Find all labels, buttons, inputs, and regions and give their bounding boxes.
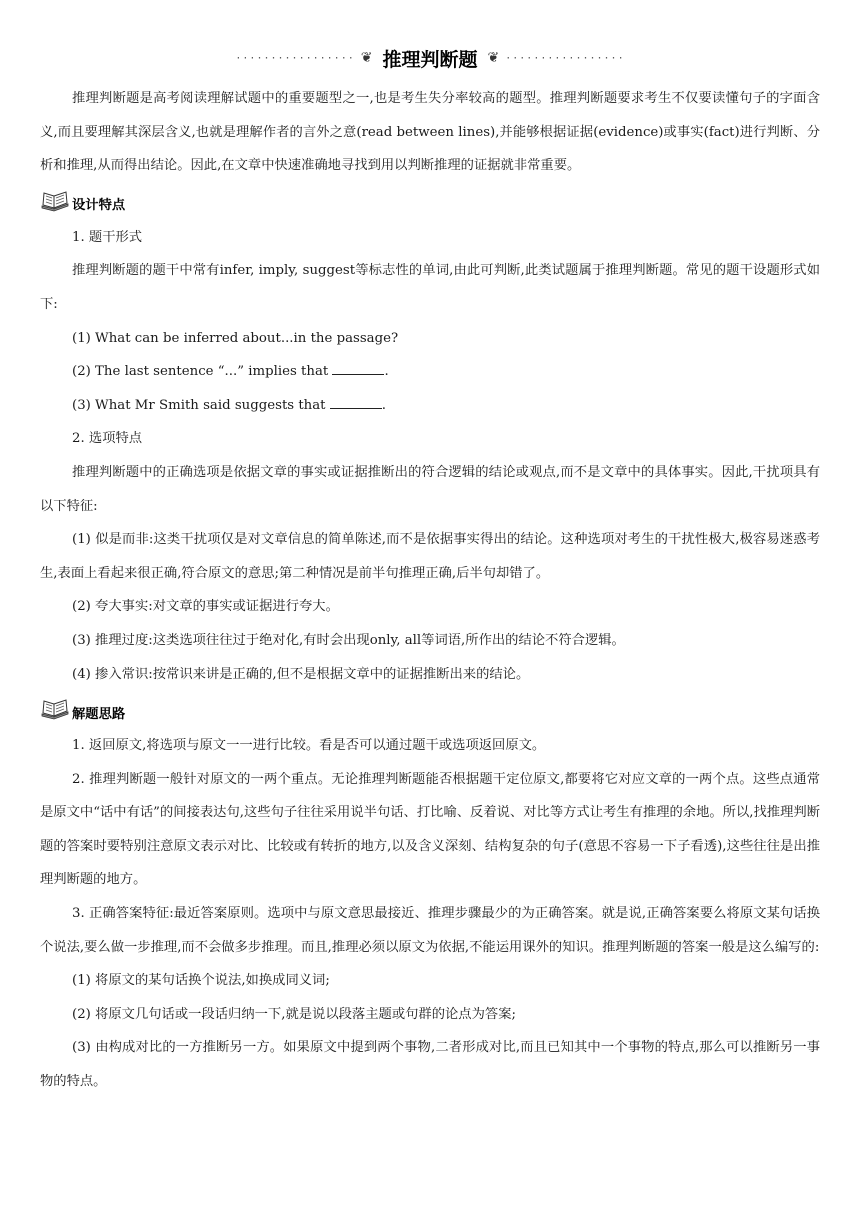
title-dots-right: ················· bbox=[505, 52, 625, 64]
answer-pattern-3: (3) 由构成对比的一方推断另一方。如果原文中提到两个事物,二者形成对比,而且已知其中一个事物的特点,那么可以推断另一事物的特点。 bbox=[40, 1040, 820, 1090]
ornament-right-icon: ❦ bbox=[487, 50, 500, 66]
distractor-4: (4) 掺入常识:按常识来讲是正确的,但不是根据文章中的证据推断出来的结论。 bbox=[72, 666, 530, 682]
ornament-left-icon: ❦ bbox=[360, 50, 373, 66]
section-heading-design bbox=[40, 187, 820, 221]
subheading-options: 2. 选项特点 bbox=[72, 431, 143, 447]
distractor-2: (2) 夸大事实:对文章的事实或证据进行夸大。 bbox=[72, 599, 339, 615]
section-heading-text: 设计特点 bbox=[72, 198, 126, 214]
page-title: 推理判断题 bbox=[382, 48, 478, 71]
stem-example-1: (1) What can be inferred about...in the passage? bbox=[72, 330, 399, 346]
document-page bbox=[40, 40, 820, 1099]
section-heading-approach bbox=[40, 695, 820, 729]
intro-paragraph: 推理判断题是高考阅读理解试题中的重要题型之一,也是考生失分率较高的题型。推理判断题要求考生不仅要读懂句子的字面含义,而且要理解其深层含义,也就是理解作者的言外之意(read between lines),并能够根据证据(evidence)或事实(fact)进行判断、分析和推理,从而得出结论。因此,在文章中快速准确地寻找到用以判断推理的证据就非常重要。 bbox=[40, 91, 820, 174]
approach-step-3: 3. 正确答案特征:最近答案原则。选项中与原文意思最接近、推理步骤最少的为正确答案。就是说,正确答案要么将原文某句话换个说法,要么做一步推理,而不会做多步推理。而且,推理必须以原文为依据,不能运用课外的知识。推理判断题的答案一般是这么编写的: bbox=[40, 906, 820, 955]
title-dots-left: ················· bbox=[235, 52, 355, 64]
title-banner bbox=[40, 40, 820, 76]
approach-step-2: 2. 推理判断题一般针对原文的一两个重点。无论推理判断题能否根据题干定位原文,都要将它对应文章的一两个点。这些点通常是原文中“话中有话”的间接表达句,这些句子往往采用说半句话、打比喻、反着说、对比等方式让考生有推理的余地。所以,找推理判断题的答案时要特别注意原文表示对比、比较或有转折的地方,以及含义深刻、结构复杂的句子(意思不容易一下子看透),这些往往是出推理判断题的地方。 bbox=[40, 771, 820, 888]
answer-blank bbox=[332, 362, 384, 375]
approach-step-1: 1. 返回原文,将选项与原文一一进行比较。看是否可以通过题干或选项返回原文。 bbox=[72, 738, 546, 754]
subheading-stem-form: 1. 题干形式 bbox=[72, 229, 143, 245]
open-book-icon bbox=[40, 699, 72, 725]
answer-blank bbox=[330, 396, 382, 409]
answer-pattern-1: (1) 将原文的某句话换个说法,如换成同义词; bbox=[72, 973, 330, 989]
open-book-icon bbox=[40, 191, 72, 217]
distractor-3: (3) 推理过度:这类选项往往过于绝对化,有时会出现only, all等词语,所作出的结论不符合逻辑。 bbox=[72, 632, 625, 648]
stem-example-3: (3) What Mr Smith said suggests that . bbox=[72, 397, 386, 413]
options-paragraph: 推理判断题中的正确选项是依据文章的事实或证据推断出的符合逻辑的结论或观点,而不是文章中的具体事实。因此,干扰项具有以下特征: bbox=[40, 464, 820, 514]
answer-pattern-2: (2) 将原文几句话或一段话归纳一下,就是说以段落主题或句群的论点为答案; bbox=[72, 1006, 516, 1022]
distractor-1: (1) 似是而非:这类干扰项仅是对文章信息的简单陈述,而不是依据事实得出的结论。这种选项对考生的干扰性极大,极容易迷惑考生,表面上看起来很正确,符合原文的意思;第二种情况是前半句推理正确,后半句却错了。 bbox=[40, 532, 820, 581]
stem-form-paragraph: 推理判断题的题干中常有infer, imply, suggest等标志性的单词,由此可判断,此类试题属于推理判断题。常见的题干设题形式如下: bbox=[40, 263, 820, 312]
stem-example-2: (2) The last sentence “...” implies that . bbox=[72, 364, 389, 380]
section-heading-text: 解题思路 bbox=[72, 706, 126, 722]
